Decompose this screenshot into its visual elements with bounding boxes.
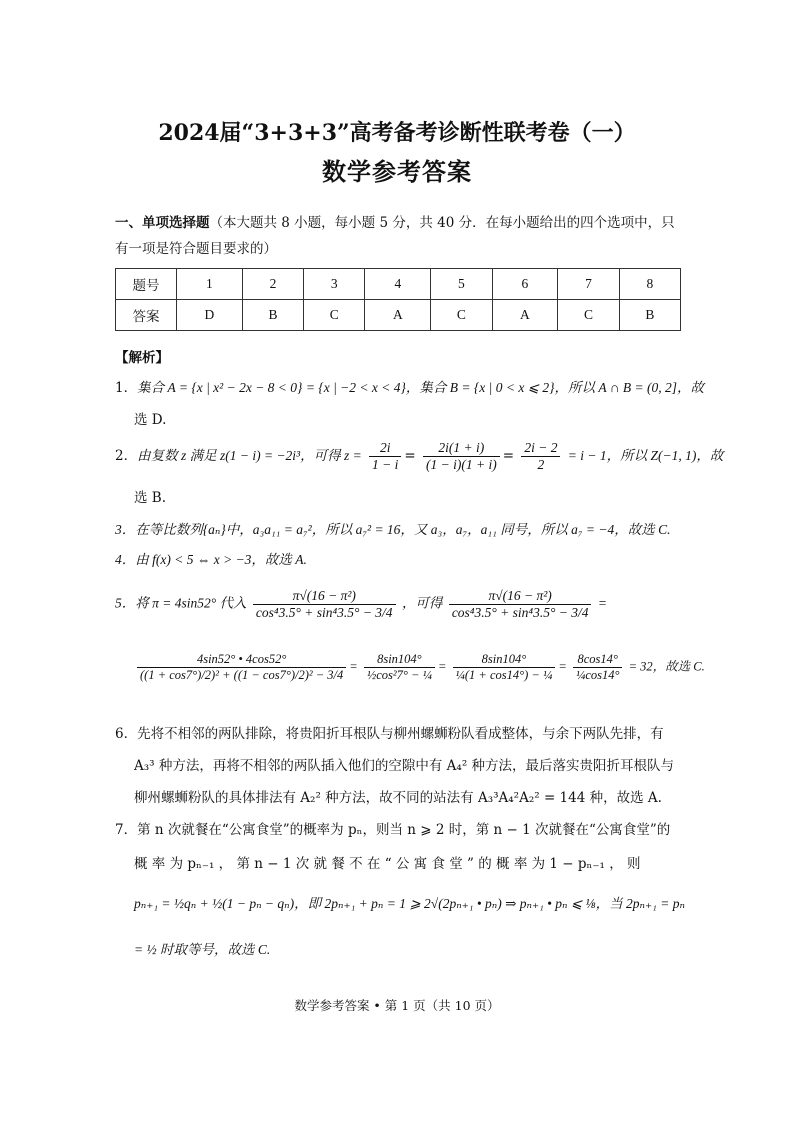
solution-text: 在等比数列{aₙ}中，a₃a₁₁ = a₇²，所以 a₇² = 16，又 a₃，a₇，a₁₁ 同号，所以 a₇ = −4，故选 C. — [135, 522, 671, 537]
fraction: $\frac{8\cos 14^\circ}{\text{¼cos14°}}$ — [573, 652, 623, 683]
item-number: 6． — [115, 726, 138, 742]
page-footer: 数学参考答案 • 第 1 页（共 10 页） — [294, 998, 500, 1013]
table-cell-label: 题号 — [116, 269, 177, 300]
solution-7-cont: = ½ 时取等号，故选 C. — [134, 942, 271, 957]
solution-text: ，可得 — [401, 595, 443, 611]
table-row-answers — [116, 300, 681, 331]
fraction: $\frac{4\sin 52^\circ • 4\cos 52^\circ}{\text{((1 + cos7°)/2)² + ((1 − cos7°)/2)² − 3/4}}$ — [137, 652, 346, 683]
solution-text: = i − 1，所以 Z(−1, 1)，故 — [567, 448, 724, 463]
table-cell: 3 — [304, 269, 365, 300]
table-cell: D — [177, 300, 243, 331]
fraction: $\frac{8\sin 104^\circ}{\text{¼(1 + cos14°) − ¼}}$ — [453, 652, 556, 683]
solution-text: 第 n 次就餐在“公寓食堂”的概率为 pₙ，则当 n ⩾ 2 时，第 n − 1 次就餐在“公寓食堂”的 — [137, 822, 671, 838]
equals-sign: = — [597, 595, 607, 611]
solution-1 — [115, 376, 704, 396]
solution-7-cont: 概 率 为 pₙ₋₁ ， 第 n − 1 次 就 餐 不 在 “ 公 寓 食 堂 ” 的 概 率 为 1 − pₙ₋₁ ， 则 — [134, 856, 641, 872]
table-cell: A — [492, 300, 558, 331]
exam-title: 2024届“3+3+3”高考备考诊断性联考卷（一） — [158, 120, 636, 146]
fraction: $\frac{2i}{1 - i}$ — [369, 440, 401, 473]
solution-6-cont: 柳州螺蛳粉队的具体排法有 A₂² 种方法，故不同的站法有 A₃³A₄²A₂² = 144 种，故选 A. — [134, 790, 662, 806]
table-cell: 4 — [365, 269, 431, 300]
table-cell: A — [365, 300, 431, 331]
solution-3 — [115, 518, 671, 538]
solution-text: 将 π = 4sin52° 代入 — [135, 595, 247, 611]
table-cell: 2 — [242, 269, 303, 300]
table-cell: 1 — [177, 269, 243, 300]
document-subtitle: 数学参考答案 — [322, 157, 472, 186]
table-cell: B — [619, 300, 680, 331]
answer-table — [115, 268, 681, 331]
table-cell: C — [431, 300, 492, 331]
solution-1-cont: 选 D. — [134, 412, 167, 428]
item-number: 7． — [115, 822, 138, 838]
section-intro — [115, 210, 685, 262]
section-heading: 一、单项选择题 — [115, 215, 210, 231]
solution-text: 集合 A = {x | x² − 2x − 8 < 0} = {x | −2 < x < 4}，集合 B = {x | 0 < x ⩽ 2}，所以 A ∩ B = (0, 2]，故 — [137, 380, 705, 395]
solution-text: 由 f(x) < 5 ⇔ x > −3，故选 A. — [135, 552, 307, 567]
solution-text: 先将不相邻的两队排除，将贵阳折耳根队与柳州螺蛳粉队看成整体，与余下两队先排，有 — [137, 726, 664, 742]
solution-5 — [115, 588, 607, 621]
table-cell: C — [304, 300, 365, 331]
fraction: $\frac{8\sin 104^\circ}{\text{½cos²7° − ¼}}$ — [364, 652, 435, 683]
table-cell: B — [242, 300, 303, 331]
solution-2: 2．由复数 z 满足 z(1 − i) = −2i³，可得 z = $\frac{2i}{1 - i}$ = $\frac{2i(1 + i)}{(1 - i)(1 + i)}$ = $\frac{2i - 2}{2}$ = i − 1，所以 Z(−1, 1)，故 — [115, 440, 724, 472]
table-cell: 5 — [431, 269, 492, 300]
item-number: 5． — [115, 595, 136, 611]
solution-7 — [115, 818, 670, 838]
section-intro-a: （本大题共 8 小题，每小题 5 分，共 40 分．在每小题给出的四个选项中，只 — [209, 215, 675, 231]
solution-text: = 32，故选 C. — [628, 659, 705, 674]
solution-7-cont: pₙ₊₁ = ½qₙ + ½(1 − pₙ − qₙ)，即 2pₙ₊₁ + pₙ = 1 ⩾ 2√(2pₙ₊₁ • pₙ) ⇒ pₙ₊₁ • pₙ ⩽ ⅛，当 2pₙ₊₁ = pₙ — [134, 896, 685, 911]
table-cell: 6 — [492, 269, 558, 300]
table-cell: 8 — [619, 269, 680, 300]
solution-4 — [115, 548, 307, 568]
item-number: 2． — [115, 448, 138, 464]
item-number: 1． — [115, 380, 138, 396]
analysis-heading: 【解析】 — [115, 350, 169, 366]
table-cell: 7 — [558, 269, 619, 300]
fraction: $\frac{2i - 2}{2}$ — [521, 440, 560, 473]
section-intro-b: 有一项是符合题目要求的） — [115, 241, 277, 257]
item-number: 3． — [115, 522, 136, 537]
solution-5-cont: $\frac{4\sin 52^\circ • 4\cos 52^\circ}{\text{((1 + cos7°)/2)² + ((1 − cos7°)/2)² − 3/4}}$ = $\frac{8\sin 104^\circ}{\text{½cos²7° − ¼}}$ = $\frac{8\sin 104^\circ}{\text{¼(1 + cos14°) − ¼}}$ = $\frac{8\cos 14^\circ}{\text{¼cos14°}}$ = 32，故选 C. — [134, 652, 705, 683]
solution-text: 由复数 z 满足 z(1 − i) = −2i³，可得 z = — [137, 448, 362, 463]
solution-2-cont: 选 B. — [134, 490, 167, 506]
fraction: $\frac{\text{π√(16 − π²)}}{\text{cos⁴3.5° + sin⁴3.5° − 3/4}}$ — [449, 588, 592, 621]
table-row-numbers — [116, 269, 681, 300]
solution-6 — [115, 722, 664, 742]
table-cell-label: 答案 — [116, 300, 177, 331]
item-number: 4． — [115, 552, 136, 567]
solution-6-cont: A₃³ 种方法，再将不相邻的两队插入他们的空隙中有 A₄² 种方法，最后落实贵阳折耳根队与 — [134, 758, 675, 774]
fraction: $\frac{\text{π√(16 − π²)}}{\text{cos⁴3.5° + sin⁴3.5° − 3/4}}$ — [253, 588, 396, 621]
table-cell: C — [558, 300, 619, 331]
fraction: $\frac{2i(1 + i)}{(1 - i)(1 + i)}$ — [423, 440, 500, 473]
